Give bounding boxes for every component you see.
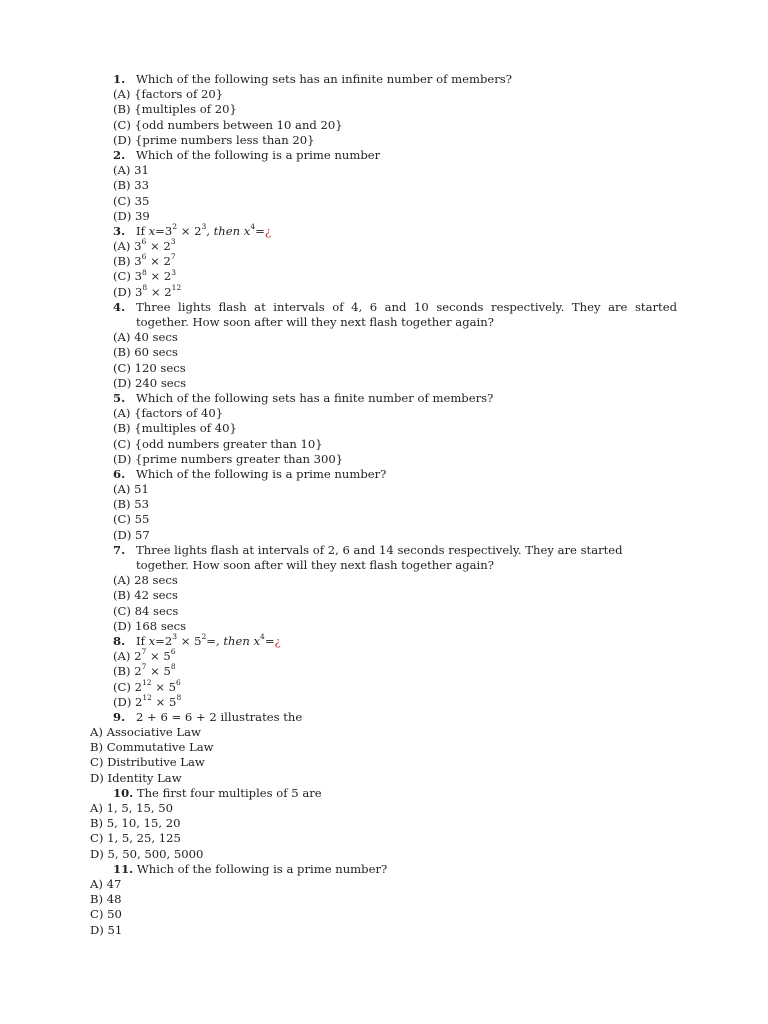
option: [0, 239, 768, 254]
question-number: 5.: [113, 390, 126, 405]
math-times: ×: [155, 679, 165, 694]
math-exp: 6: [141, 237, 147, 247]
question-6: [0, 467, 768, 482]
option-label: (A) 2: [113, 649, 142, 664]
math-times: ×: [155, 694, 166, 709]
option: D) Identity Law: [90, 770, 182, 785]
question-number: 7.: [113, 542, 126, 557]
math-exp: 4: [250, 222, 256, 232]
math-times: ×: [150, 254, 160, 269]
option: A) Associative Law: [90, 725, 201, 740]
option-label: (C) 2: [113, 679, 142, 694]
math-base: 2: [163, 254, 171, 269]
option: C) 1, 5, 25, 125: [90, 831, 181, 846]
math-times: ×: [149, 649, 160, 664]
question-text-line1: Three lights flash at intervals of 4, 6 and 10 seconds respectively. They are started: [136, 299, 677, 314]
option: B) 48: [90, 892, 122, 907]
question-7: [0, 543, 768, 558]
math-exp: 3: [201, 222, 207, 232]
option: (A) 40 secs: [113, 330, 178, 345]
math-base: 5: [168, 679, 177, 694]
option: (B) {multiples of 40}: [113, 421, 237, 436]
math-base: 5: [163, 664, 171, 679]
math-if: If: [136, 633, 145, 648]
math-exp: 8: [142, 282, 148, 292]
question-3: 3. If $x=3^2 \times 2^3$, then $x^4=¿$: [113, 222, 272, 238]
option: (A) 31: [113, 163, 149, 178]
math-exp: 2: [172, 222, 177, 232]
question-number: 8.: [113, 633, 126, 648]
option: B) 5, 10, 15, 20: [90, 816, 181, 831]
math-exp: 6: [176, 677, 181, 687]
math-times: ×: [150, 664, 160, 679]
option: (C) 55: [113, 512, 150, 527]
question-text: Which of the following is a prime number: [136, 147, 381, 162]
math-exp: 12: [141, 677, 152, 687]
math-exp: 6: [170, 647, 176, 657]
option: (C) {odd numbers between 10 and 20}: [113, 117, 343, 132]
question-number: 6.: [113, 466, 126, 481]
math-question-mark: ¿: [264, 223, 272, 238]
question-text-line2: together. How soon after will they next flash together again?: [136, 315, 494, 329]
question-8: 8. If $x=2^3 \times 5^2=$, then $x^4=¿$: [113, 632, 281, 648]
math-exp: 8: [176, 692, 182, 702]
option: (D) {prime numbers less than 20}: [113, 132, 315, 147]
option-label: (C) 3: [113, 269, 142, 284]
question-text: 2 + 6 = 6 + 2 illustrates the: [136, 709, 303, 724]
option: [0, 692, 768, 710]
option: [0, 664, 768, 679]
math-exp: 7: [141, 662, 147, 672]
option: (C) {odd numbers greater than 10}: [113, 436, 323, 451]
question-number: 2.: [113, 147, 126, 162]
option: [0, 269, 768, 284]
math-x: x: [148, 223, 156, 238]
question-number: 10.: [113, 785, 134, 800]
question-number: 3.: [113, 223, 126, 238]
option: C) Distributive Law: [90, 755, 205, 770]
math-base: 2: [164, 633, 173, 648]
math-exp: 12: [171, 282, 182, 292]
math-exp: 3: [170, 237, 176, 247]
option: (D) 57: [113, 527, 150, 542]
option: [0, 254, 768, 269]
option-label: (B) 3: [113, 254, 142, 269]
question-text-line2: together. How soon after will they next flash together again?: [136, 558, 494, 572]
option: (B) 60 secs: [113, 345, 178, 360]
option-label: (B) 2: [113, 664, 142, 679]
question-text: Which of the following is a prime number?: [136, 466, 387, 481]
option: (A) {factors of 20}: [113, 87, 224, 102]
question-text-line1: Three lights flash at intervals of 2, 6 and 14 seconds respectively. They are started: [136, 542, 623, 557]
question-5: [0, 391, 768, 406]
document-body: [0, 72, 768, 938]
question-2: [0, 148, 768, 163]
math-exp: 12: [142, 692, 152, 702]
question-11: [0, 862, 768, 877]
option: (B) {multiples of 20}: [113, 102, 237, 117]
math-base: 3: [164, 223, 173, 238]
math-exp: 2: [201, 632, 207, 642]
math-exp: 7: [141, 647, 147, 657]
math-if: If: [136, 223, 145, 238]
question-text: The first four multiples of 5 are: [136, 785, 322, 800]
question-1: [0, 72, 768, 87]
math-exp: 7: [170, 252, 176, 262]
option: (A) 28 secs: [113, 573, 178, 588]
math-x: x: [148, 633, 156, 648]
question-text: Which of the following sets has an infinite number of members?: [136, 72, 512, 86]
option: (B) 53: [113, 497, 150, 512]
math-base: 5: [169, 694, 177, 709]
math-base: 2: [194, 223, 202, 238]
math-exp: 8: [170, 662, 176, 672]
math-exp: 4: [260, 632, 265, 642]
option: (B) 42 secs: [113, 588, 178, 603]
option: A) 47: [90, 876, 122, 891]
option: (C) 120 secs: [113, 360, 186, 375]
question-number: 4.: [113, 299, 126, 314]
option: (D) 168 secs: [113, 618, 187, 633]
math-base: 5: [194, 633, 202, 648]
question-text: Which of the following sets has a finite number of members?: [136, 390, 494, 405]
option-label: (D) 3: [113, 284, 143, 299]
option: (A) 51: [113, 482, 149, 497]
math-times: ×: [180, 633, 191, 648]
math-base: 2: [164, 284, 172, 299]
math-then: , then x: [206, 223, 251, 238]
math-question-mark: ¿: [274, 633, 281, 648]
option: [0, 282, 768, 300]
option: B) Commutative Law: [90, 740, 214, 755]
option: (D) 39: [113, 208, 150, 223]
option: (C) 35: [113, 193, 150, 208]
math-times: ×: [150, 269, 161, 284]
option: (B) 33: [113, 178, 150, 193]
math-base: 2: [163, 269, 172, 284]
math-exp: 8: [141, 267, 147, 277]
math-exp: 3: [172, 632, 177, 642]
option: [0, 649, 768, 664]
math-times: ×: [150, 284, 161, 299]
question-number: 1.: [113, 72, 126, 86]
question-number: 9.: [113, 709, 126, 724]
option: (C) 84 secs: [113, 603, 179, 618]
math-times: ×: [149, 239, 160, 254]
option: D) 51: [90, 922, 123, 937]
option: C) 50: [90, 907, 122, 922]
question-10: [0, 786, 768, 801]
math-exp: 6: [141, 252, 147, 262]
math-then: , then x: [215, 633, 261, 648]
option: (D) {prime numbers greater than 300}: [113, 451, 344, 466]
option: (A) {factors of 40}: [113, 406, 224, 421]
option: D) 5, 50, 500, 5000: [90, 846, 204, 861]
option-label: (A) 3: [113, 239, 142, 254]
option: A) 1, 5, 15, 50: [90, 801, 173, 815]
math-times: ×: [180, 223, 191, 238]
question-text: Which of the following is a prime number?: [136, 861, 388, 876]
question-4: [0, 300, 768, 315]
math-base: 5: [163, 649, 171, 664]
math-exp: 3: [171, 267, 177, 277]
question-number: 11.: [113, 861, 134, 876]
option: [0, 677, 768, 695]
question-9: [0, 710, 768, 725]
option: (D) 240 secs: [113, 375, 187, 390]
math-base: 2: [163, 239, 171, 254]
option-label: (D) 2: [113, 694, 143, 709]
